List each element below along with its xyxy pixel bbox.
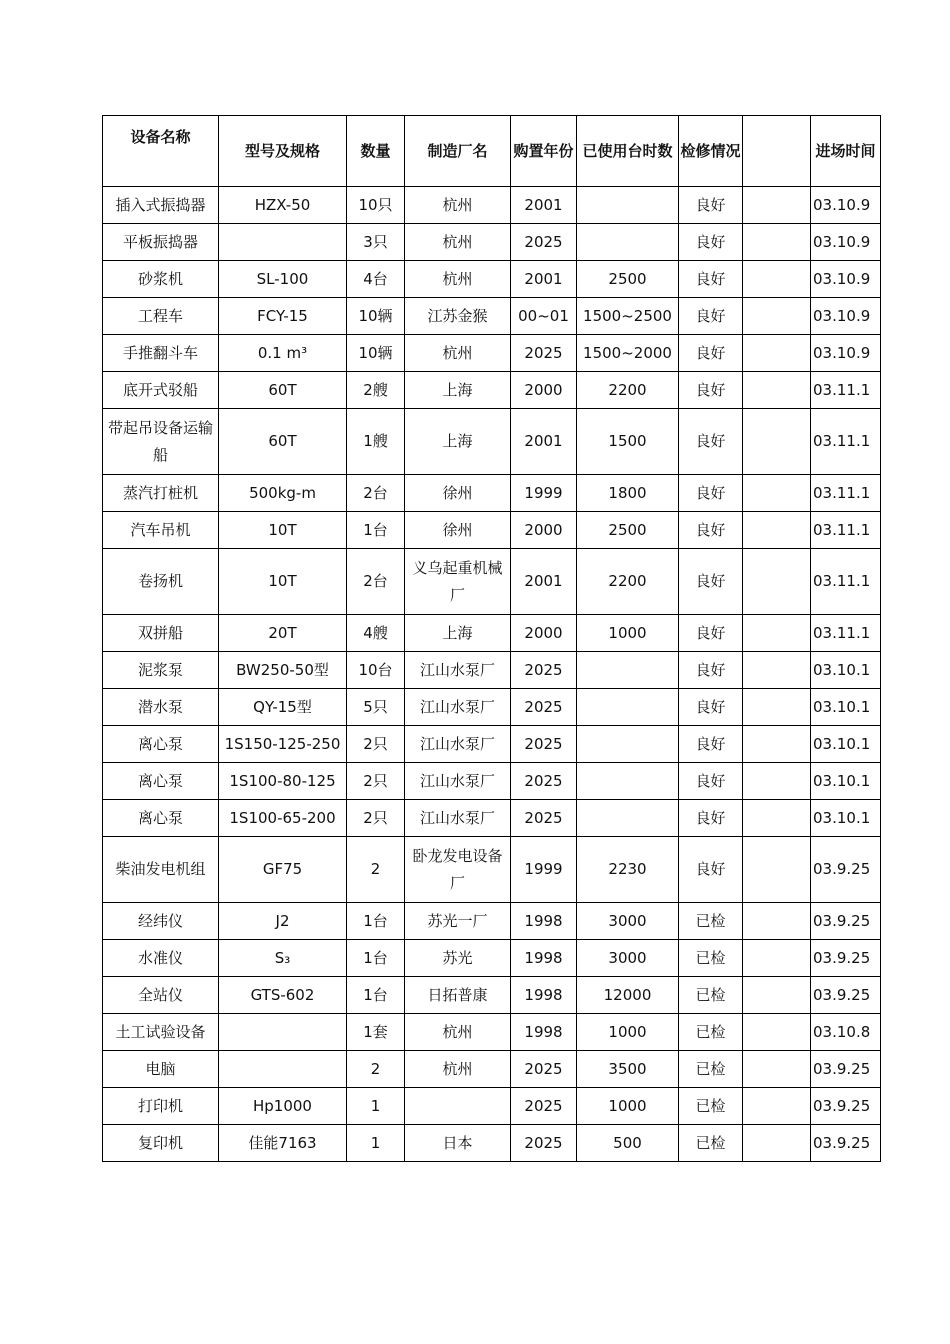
cell-quantity: 2 — [347, 837, 405, 903]
cell-used-hours: 3000 — [577, 903, 679, 940]
cell-model: 0.1 m³ — [219, 335, 347, 372]
table-row — [103, 335, 881, 372]
cell-entry-time: 03.9.25 — [811, 837, 881, 903]
cell-entry-time: 03.9.25 — [811, 1051, 881, 1088]
cell-name: 离心泵 — [103, 800, 219, 837]
cell-blank — [743, 475, 811, 512]
cell-blank — [743, 224, 811, 261]
cell-model: 10T — [219, 512, 347, 549]
table-row — [103, 652, 881, 689]
cell-name: 土工试验设备 — [103, 1014, 219, 1051]
cell-used-hours — [577, 224, 679, 261]
cell-quantity: 10台 — [347, 652, 405, 689]
cell-entry-time: 03.10.9 — [811, 187, 881, 224]
cell-manufacturer: 江山水泵厂 — [405, 652, 511, 689]
cell-manufacturer: 杭州 — [405, 224, 511, 261]
cell-entry-time: 03.9.25 — [811, 977, 881, 1014]
cell-quantity: 4艘 — [347, 615, 405, 652]
cell-inspection: 已检 — [679, 977, 743, 1014]
cell-used-hours: 1000 — [577, 1088, 679, 1125]
cell-quantity: 4台 — [347, 261, 405, 298]
cell-inspection: 良好 — [679, 763, 743, 800]
cell-manufacturer: 日本 — [405, 1125, 511, 1162]
table-row — [103, 409, 881, 475]
cell-model: QY-15型 — [219, 689, 347, 726]
cell-entry-time: 03.11.1 — [811, 372, 881, 409]
cell-model: GTS-602 — [219, 977, 347, 1014]
cell-name: 电脑 — [103, 1051, 219, 1088]
table-row — [103, 1088, 881, 1125]
cell-quantity: 1 — [347, 1125, 405, 1162]
cell-entry-time: 03.11.1 — [811, 409, 881, 475]
cell-inspection: 良好 — [679, 512, 743, 549]
cell-used-hours: 2200 — [577, 549, 679, 615]
cell-blank — [743, 1088, 811, 1125]
cell-model: 20T — [219, 615, 347, 652]
cell-inspection: 已检 — [679, 1014, 743, 1051]
cell-inspection: 良好 — [679, 726, 743, 763]
cell-blank — [743, 335, 811, 372]
cell-used-hours: 3500 — [577, 1051, 679, 1088]
cell-inspection: 良好 — [679, 335, 743, 372]
cell-manufacturer: 徐州 — [405, 512, 511, 549]
cell-model: FCY-15 — [219, 298, 347, 335]
cell-manufacturer: 上海 — [405, 372, 511, 409]
table-row — [103, 187, 881, 224]
cell-manufacturer: 江山水泵厂 — [405, 763, 511, 800]
cell-name: 手推翻斗车 — [103, 335, 219, 372]
cell-purchase-year: 2001 — [511, 549, 577, 615]
cell-blank — [743, 763, 811, 800]
cell-model: 佳能7163 — [219, 1125, 347, 1162]
cell-quantity: 2 — [347, 1051, 405, 1088]
cell-used-hours: 1800 — [577, 475, 679, 512]
cell-entry-time: 03.10.9 — [811, 224, 881, 261]
table-row — [103, 903, 881, 940]
cell-name: 工程车 — [103, 298, 219, 335]
table-row — [103, 1125, 881, 1162]
cell-purchase-year: 2025 — [511, 652, 577, 689]
cell-manufacturer: 江山水泵厂 — [405, 689, 511, 726]
cell-used-hours: 3000 — [577, 940, 679, 977]
cell-entry-time: 03.10.1 — [811, 763, 881, 800]
cell-quantity: 2台 — [347, 549, 405, 615]
cell-entry-time: 03.10.1 — [811, 800, 881, 837]
cell-model: S₃ — [219, 940, 347, 977]
table-row — [103, 615, 881, 652]
cell-inspection: 已检 — [679, 1051, 743, 1088]
cell-manufacturer: 义乌起重机械厂 — [405, 549, 511, 615]
cell-inspection: 良好 — [679, 187, 743, 224]
cell-inspection: 良好 — [679, 800, 743, 837]
cell-name: 带起吊设备运输船 — [103, 409, 219, 475]
cell-manufacturer: 杭州 — [405, 335, 511, 372]
cell-purchase-year: 2025 — [511, 689, 577, 726]
cell-model: 10T — [219, 549, 347, 615]
cell-model: J2 — [219, 903, 347, 940]
cell-manufacturer: 苏光一厂 — [405, 903, 511, 940]
cell-model: 1S100-80-125 — [219, 763, 347, 800]
cell-purchase-year: 2025 — [511, 1051, 577, 1088]
table-row — [103, 298, 881, 335]
header-manufacturer: 制造厂名 — [405, 116, 511, 187]
header-purchase-year: 购置年份 — [511, 116, 577, 187]
cell-blank — [743, 1125, 811, 1162]
cell-used-hours: 1500~2000 — [577, 335, 679, 372]
cell-quantity: 1台 — [347, 977, 405, 1014]
cell-model: 60T — [219, 372, 347, 409]
cell-inspection: 良好 — [679, 261, 743, 298]
cell-blank — [743, 800, 811, 837]
cell-purchase-year: 2000 — [511, 615, 577, 652]
cell-inspection: 已检 — [679, 940, 743, 977]
cell-entry-time: 03.9.25 — [811, 903, 881, 940]
cell-name: 全站仪 — [103, 977, 219, 1014]
table-row — [103, 475, 881, 512]
cell-inspection: 已检 — [679, 903, 743, 940]
cell-entry-time: 03.11.1 — [811, 615, 881, 652]
cell-used-hours — [577, 652, 679, 689]
cell-entry-time: 03.10.1 — [811, 652, 881, 689]
cell-entry-time: 03.9.25 — [811, 1125, 881, 1162]
table-row — [103, 224, 881, 261]
cell-used-hours: 1500~2500 — [577, 298, 679, 335]
cell-manufacturer: 杭州 — [405, 261, 511, 298]
cell-quantity: 1套 — [347, 1014, 405, 1051]
cell-entry-time: 03.11.1 — [811, 475, 881, 512]
cell-blank — [743, 549, 811, 615]
cell-manufacturer: 上海 — [405, 409, 511, 475]
header-entry-time: 进场时间 — [811, 116, 881, 187]
table-row — [103, 726, 881, 763]
cell-blank — [743, 837, 811, 903]
cell-inspection: 良好 — [679, 372, 743, 409]
header-used-hours: 已使用台时数 — [577, 116, 679, 187]
cell-used-hours: 2230 — [577, 837, 679, 903]
cell-used-hours — [577, 187, 679, 224]
cell-manufacturer: 江山水泵厂 — [405, 726, 511, 763]
cell-quantity: 5只 — [347, 689, 405, 726]
cell-quantity: 10辆 — [347, 298, 405, 335]
cell-name: 双拼船 — [103, 615, 219, 652]
cell-name: 打印机 — [103, 1088, 219, 1125]
cell-model: Hp1000 — [219, 1088, 347, 1125]
cell-manufacturer: 江山水泵厂 — [405, 800, 511, 837]
cell-name: 插入式振捣器 — [103, 187, 219, 224]
cell-quantity: 1 — [347, 1088, 405, 1125]
cell-name: 蒸汽打桩机 — [103, 475, 219, 512]
cell-model: SL-100 — [219, 261, 347, 298]
cell-inspection: 良好 — [679, 298, 743, 335]
cell-model — [219, 224, 347, 261]
cell-entry-time: 03.10.1 — [811, 726, 881, 763]
cell-name: 卷扬机 — [103, 549, 219, 615]
cell-blank — [743, 1014, 811, 1051]
cell-name: 离心泵 — [103, 763, 219, 800]
cell-inspection: 已检 — [679, 1125, 743, 1162]
cell-name: 平板振捣器 — [103, 224, 219, 261]
cell-blank — [743, 512, 811, 549]
cell-entry-time: 03.10.1 — [811, 689, 881, 726]
cell-purchase-year: 2001 — [511, 261, 577, 298]
cell-purchase-year: 2000 — [511, 372, 577, 409]
cell-model: HZX-50 — [219, 187, 347, 224]
table-row — [103, 977, 881, 1014]
table-row — [103, 1051, 881, 1088]
cell-purchase-year: 2025 — [511, 335, 577, 372]
cell-manufacturer: 日拓普康 — [405, 977, 511, 1014]
cell-used-hours — [577, 800, 679, 837]
cell-manufacturer: 卧龙发电设备厂 — [405, 837, 511, 903]
cell-purchase-year: 1998 — [511, 903, 577, 940]
table-row — [103, 800, 881, 837]
cell-inspection: 良好 — [679, 837, 743, 903]
cell-purchase-year: 2025 — [511, 726, 577, 763]
cell-entry-time: 03.11.1 — [811, 549, 881, 615]
cell-quantity: 3只 — [347, 224, 405, 261]
cell-inspection: 良好 — [679, 549, 743, 615]
cell-blank — [743, 1051, 811, 1088]
cell-name: 底开式驳船 — [103, 372, 219, 409]
cell-blank — [743, 261, 811, 298]
cell-quantity: 1艘 — [347, 409, 405, 475]
cell-quantity: 10只 — [347, 187, 405, 224]
table-row — [103, 837, 881, 903]
header-blank — [743, 116, 811, 187]
cell-quantity: 2只 — [347, 726, 405, 763]
cell-purchase-year: 2025 — [511, 224, 577, 261]
cell-blank — [743, 726, 811, 763]
cell-name: 砂浆机 — [103, 261, 219, 298]
cell-inspection: 已检 — [679, 1088, 743, 1125]
cell-model — [219, 1051, 347, 1088]
cell-manufacturer: 杭州 — [405, 1051, 511, 1088]
cell-entry-time: 03.10.9 — [811, 335, 881, 372]
table-body — [103, 187, 881, 1162]
cell-purchase-year: 1999 — [511, 475, 577, 512]
cell-purchase-year: 2001 — [511, 409, 577, 475]
cell-blank — [743, 940, 811, 977]
cell-blank — [743, 977, 811, 1014]
cell-blank — [743, 652, 811, 689]
cell-purchase-year: 2025 — [511, 1088, 577, 1125]
table-row — [103, 763, 881, 800]
cell-used-hours: 2200 — [577, 372, 679, 409]
cell-manufacturer — [405, 1088, 511, 1125]
cell-inspection: 良好 — [679, 689, 743, 726]
cell-quantity: 2台 — [347, 475, 405, 512]
cell-quantity: 1台 — [347, 940, 405, 977]
cell-name: 复印机 — [103, 1125, 219, 1162]
table-row — [103, 512, 881, 549]
header-model: 型号及规格 — [219, 116, 347, 187]
cell-entry-time: 03.9.25 — [811, 1088, 881, 1125]
cell-blank — [743, 372, 811, 409]
cell-model: 1S150-125-250 — [219, 726, 347, 763]
cell-entry-time: 03.10.9 — [811, 298, 881, 335]
cell-used-hours: 2500 — [577, 261, 679, 298]
cell-name: 泥浆泵 — [103, 652, 219, 689]
cell-quantity: 2只 — [347, 763, 405, 800]
cell-name: 柴油发电机组 — [103, 837, 219, 903]
cell-entry-time: 03.11.1 — [811, 512, 881, 549]
cell-inspection: 良好 — [679, 224, 743, 261]
cell-blank — [743, 689, 811, 726]
cell-inspection: 良好 — [679, 615, 743, 652]
cell-blank — [743, 187, 811, 224]
cell-blank — [743, 409, 811, 475]
table-row — [103, 689, 881, 726]
header-inspection: 检修情况 — [679, 116, 743, 187]
cell-used-hours — [577, 689, 679, 726]
table-row — [103, 261, 881, 298]
cell-purchase-year: 2001 — [511, 187, 577, 224]
header-row — [103, 116, 881, 187]
cell-purchase-year: 2000 — [511, 512, 577, 549]
table-row — [103, 372, 881, 409]
cell-manufacturer: 杭州 — [405, 1014, 511, 1051]
cell-blank — [743, 903, 811, 940]
cell-quantity: 10辆 — [347, 335, 405, 372]
header-quantity: 数量 — [347, 116, 405, 187]
cell-manufacturer: 上海 — [405, 615, 511, 652]
table-row — [103, 940, 881, 977]
cell-blank — [743, 615, 811, 652]
cell-used-hours: 2500 — [577, 512, 679, 549]
cell-purchase-year: 2025 — [511, 763, 577, 800]
cell-model — [219, 1014, 347, 1051]
cell-entry-time: 03.10.9 — [811, 261, 881, 298]
cell-purchase-year: 2025 — [511, 800, 577, 837]
cell-model: 500kg-m — [219, 475, 347, 512]
cell-model: 1S100-65-200 — [219, 800, 347, 837]
cell-manufacturer: 徐州 — [405, 475, 511, 512]
cell-purchase-year: 1999 — [511, 837, 577, 903]
cell-purchase-year: 1998 — [511, 977, 577, 1014]
cell-purchase-year: 1998 — [511, 940, 577, 977]
cell-name: 潜水泵 — [103, 689, 219, 726]
cell-purchase-year: 1998 — [511, 1014, 577, 1051]
cell-blank — [743, 298, 811, 335]
cell-name: 离心泵 — [103, 726, 219, 763]
cell-purchase-year: 00~01 — [511, 298, 577, 335]
cell-entry-time: 03.10.8 — [811, 1014, 881, 1051]
cell-quantity: 2只 — [347, 800, 405, 837]
cell-purchase-year: 2025 — [511, 1125, 577, 1162]
cell-inspection: 良好 — [679, 652, 743, 689]
cell-used-hours — [577, 763, 679, 800]
cell-quantity: 1台 — [347, 512, 405, 549]
cell-manufacturer: 江苏金猴 — [405, 298, 511, 335]
cell-inspection: 良好 — [679, 475, 743, 512]
header-name: 设备名称 — [103, 116, 219, 187]
cell-manufacturer: 杭州 — [405, 187, 511, 224]
cell-used-hours: 500 — [577, 1125, 679, 1162]
cell-name: 经纬仪 — [103, 903, 219, 940]
cell-model: BW250-50型 — [219, 652, 347, 689]
cell-entry-time: 03.9.25 — [811, 940, 881, 977]
cell-model: 60T — [219, 409, 347, 475]
cell-used-hours: 1000 — [577, 615, 679, 652]
cell-name: 水准仪 — [103, 940, 219, 977]
cell-used-hours: 1500 — [577, 409, 679, 475]
cell-quantity: 2艘 — [347, 372, 405, 409]
cell-manufacturer: 苏光 — [405, 940, 511, 977]
cell-used-hours: 1000 — [577, 1014, 679, 1051]
cell-model: GF75 — [219, 837, 347, 903]
cell-quantity: 1台 — [347, 903, 405, 940]
cell-used-hours — [577, 726, 679, 763]
equipment-table — [102, 115, 881, 1162]
table-row — [103, 549, 881, 615]
table-row — [103, 1014, 881, 1051]
cell-used-hours: 12000 — [577, 977, 679, 1014]
cell-inspection: 良好 — [679, 409, 743, 475]
cell-name: 汽车吊机 — [103, 512, 219, 549]
